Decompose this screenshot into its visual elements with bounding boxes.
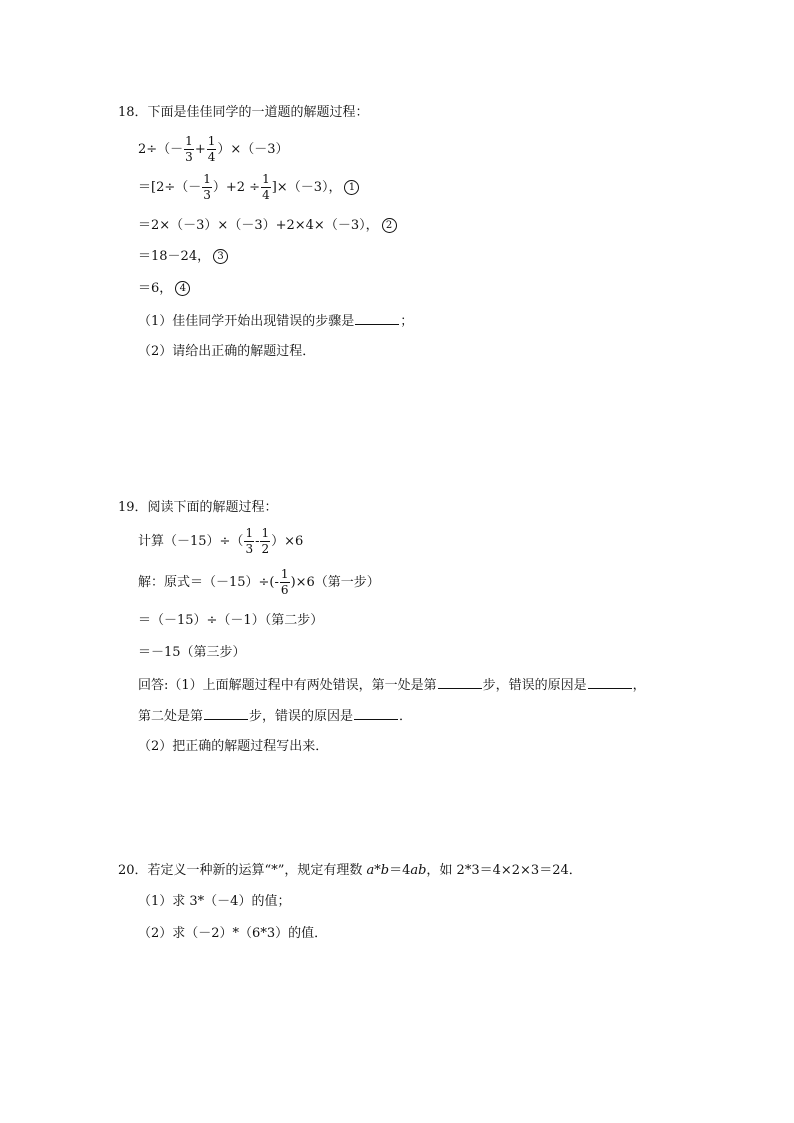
fraction: $\frac{1}{3}$ xyxy=(185,134,193,164)
q18-expression-line: 2÷（－ $\frac{1}{3}$ + $\frac{1}{4}$ ）×（－3） xyxy=(138,134,289,164)
answer-blank[interactable] xyxy=(438,675,482,689)
fraction: $\frac{1}{3}$ xyxy=(203,172,211,202)
q18-part-1: （1）佳佳同学开始出现错误的步骤是 ； xyxy=(138,311,413,332)
q18-part-2: （2）请给出正确的解题过程． xyxy=(138,344,316,359)
answer-blank[interactable] xyxy=(204,706,248,720)
q20-part-1: （1）求 3*（－4）的值； xyxy=(138,894,291,909)
step-marker: 3 xyxy=(213,249,228,264)
q20-part-2: （2）求（－2）*（6*3）的值． xyxy=(138,926,328,941)
fraction: $\frac{1}{4}$ xyxy=(207,134,216,164)
step-marker: 4 xyxy=(175,281,190,296)
q19-solution-step-2: ＝（－15）÷（－1）（第二步） xyxy=(138,613,324,628)
q19-solution-step-3: ＝－15（第三步） xyxy=(138,645,246,660)
fraction: $\frac{1}{3}$ xyxy=(245,526,254,556)
step-marker: 2 xyxy=(382,218,397,233)
q19-expression-line: 计算（－15）÷（ $\frac{1}{3}$ - $\frac{1}{2}$ ）×6 xyxy=(138,526,304,556)
q19-solution-step-1: 解：原式＝（－15）÷(- $\frac{1}{6}$ )×6（第一步） xyxy=(138,567,380,597)
fraction: $\frac{1}{6}$ xyxy=(280,567,289,597)
q18-step-2: ＝2×（－3）×（－3）+2×4×（－3）， 2 xyxy=(138,216,397,236)
q19-answer-part-1: 回答:（1）上面解题过程中有两处错误，第一处是第 步，错误的原因是 ， xyxy=(138,675,646,696)
q19-answer-part-1-cont: 第二处是第 步，错误的原因是 ． xyxy=(138,706,412,727)
q20-title: 20．若定义一种新的运算“*”，规定有理数 a*b＝4ab，如 2*3＝4×2×3＝24． xyxy=(118,863,582,878)
fraction: $\frac{1}{4}$ xyxy=(262,172,270,202)
q18-step-4: ＝6， 4 xyxy=(138,279,190,299)
answer-blank[interactable] xyxy=(588,675,632,689)
answer-blank[interactable] xyxy=(354,706,398,720)
q19-part-2: （2）把正确的解题过程写出来． xyxy=(138,739,329,754)
answer-blank[interactable] xyxy=(355,311,399,325)
q19-title: 19．阅读下面的解题过程： xyxy=(118,500,278,515)
fraction: $\frac{1}{2}$ xyxy=(261,526,270,556)
step-marker: 1 xyxy=(344,180,359,195)
q18-title: 18．下面是佳佳同学的一道题的解题过程： xyxy=(118,105,369,120)
q18-step-1: ＝[2÷（－ $\frac{1}{3}$ ）+2 ÷ $\frac{1}{4}$ ]×（－3）， 1 xyxy=(138,172,359,204)
q18-step-3: ＝18－24， 3 xyxy=(138,247,228,267)
